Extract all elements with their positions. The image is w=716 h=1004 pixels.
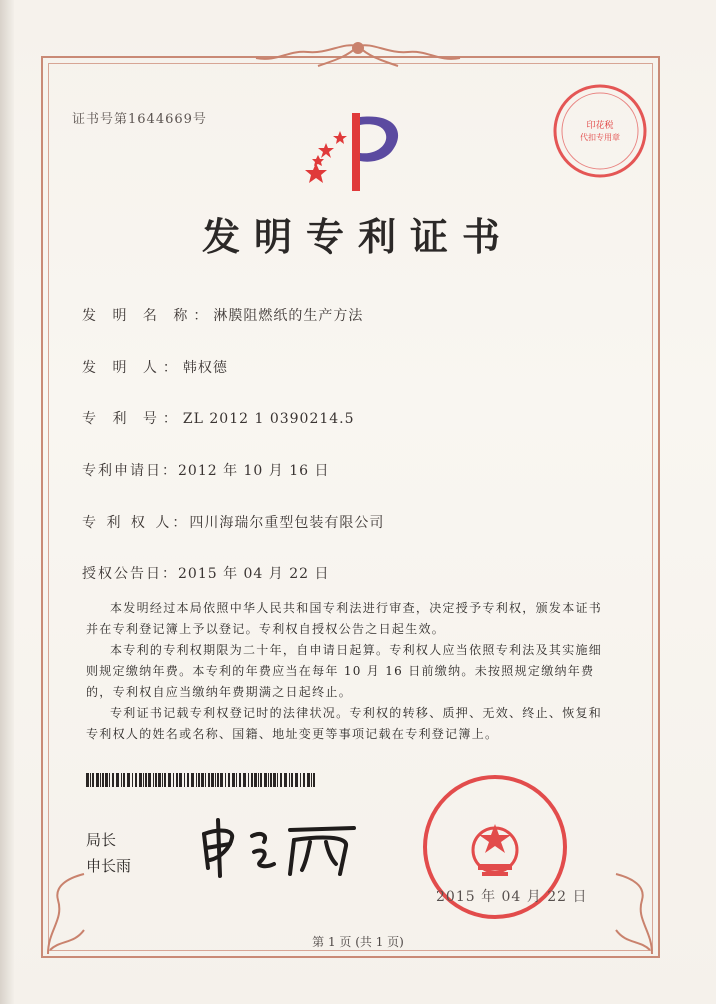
- field-inventor: [82, 357, 228, 377]
- field-value: 淋膜阻燃纸的生产方法: [213, 308, 364, 324]
- page-edge-shadow: [0, 0, 14, 1004]
- certificate-body: [86, 598, 611, 745]
- body-paragraph: 本专利的专利权期限为二十年，自申请日起算。专利权人应当依照专利法及其实施细则规定缴纳年费。本专利的年费应当在每年 10 月 16 日前缴纳。未按照规定缴纳年费的，专利权自应当缴纳年费期满之日起终止。: [86, 643, 603, 699]
- director-name: 申长雨: [86, 857, 132, 875]
- field-patentee: [82, 512, 384, 532]
- field-label: 专利申请日：: [82, 463, 178, 479]
- handwritten-signature-icon: [190, 812, 360, 882]
- field-label: 授权公告日：: [82, 566, 178, 582]
- page-title: 发明专利证书: [201, 215, 514, 259]
- field-value: ZL 2012 1 0390214.5: [182, 411, 355, 427]
- certificate-number: 证书号第1644669号: [72, 112, 207, 127]
- field-label: 发 明 名 称：: [82, 308, 214, 324]
- patent-office-logo-icon: [296, 103, 416, 198]
- field-value: 2015 年 04 月 22 日: [178, 566, 330, 582]
- svg-text:代扣专用章: 代扣专用章: [580, 133, 620, 142]
- field-value: 韩权德: [182, 360, 228, 376]
- field-label: 专 利 号：: [82, 411, 183, 427]
- body-paragraph: 专利证书记载专利权登记时的法律状况。专利权的转移、质押、无效、终止、恢复和专利权人的姓名或名称、国籍、地址变更等事项记载在专利登记簿上。: [86, 706, 603, 741]
- tax-seal-stamp: [551, 82, 649, 180]
- svg-text:印花税: 印花税: [586, 121, 614, 131]
- field-value: 四川海瑞尔重型包装有限公司: [189, 515, 385, 531]
- page-number: 第 1 页 (共 1 页): [312, 935, 404, 949]
- seal-date: 2015 年 04 月 22 日: [436, 889, 588, 905]
- barcode-icon: [86, 773, 318, 787]
- field-application-date: [82, 460, 330, 480]
- field-label: 专 利 权 人：: [82, 515, 190, 531]
- director-title: 局长: [86, 831, 117, 849]
- field-patent-number: [82, 408, 355, 428]
- field-grant-date: [82, 563, 330, 583]
- field-label: 发 明 人：: [82, 360, 183, 376]
- field-invention-name: [82, 305, 363, 325]
- field-value: 2012 年 10 月 16 日: [178, 463, 330, 479]
- top-ornament-icon: [248, 40, 468, 74]
- body-paragraph: 本发明经过本局依照中华人民共和国专利法进行审查，决定授予专利权，颁发本证书并在专利登记簿上予以登记。专利权自授权公告之日起生效。: [86, 601, 603, 636]
